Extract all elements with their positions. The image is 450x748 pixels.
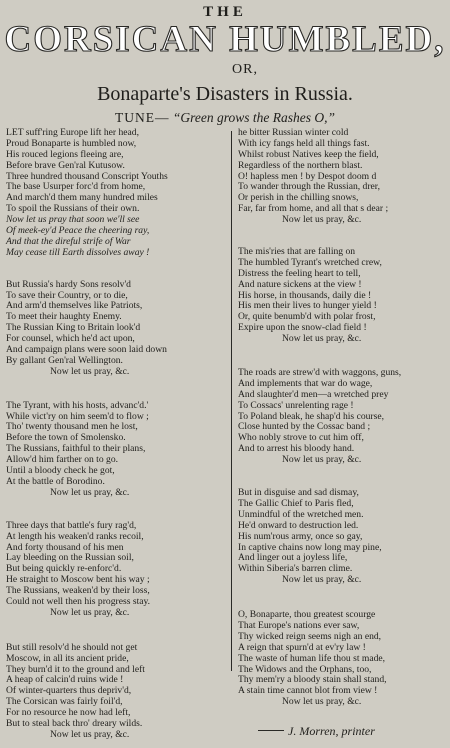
verse-line: To Cossacs' unrelenting rage ! — [238, 399, 354, 411]
verse-line: Before brave Gen'ral Kutusow. — [6, 159, 125, 171]
verse-line: Tho' twenty thousand men he lost, — [6, 421, 138, 433]
main-title: CORSICAN HUMBLED, — [4, 19, 446, 60]
verse-line: Three days that battle's fury rag'd, — [6, 519, 137, 531]
verse-line: The Russian King to Britain look'd — [6, 322, 141, 334]
verse-line: For no resource he now had left, — [6, 707, 131, 719]
stanza-gap — [6, 378, 228, 401]
verse-line: Thy mem'ry a bloody stain shall stand, — [238, 674, 387, 686]
verse-line: But being quickly re-enforc'd. — [6, 563, 122, 575]
stanza — [238, 610, 450, 708]
verse-line: And to arrest his bloody hand. — [238, 443, 355, 455]
verse-line: Thy wicked reign seems nigh an end, — [238, 630, 382, 642]
verse-line: By gallant Gen'ral Wellington. — [6, 354, 123, 366]
stanza — [238, 488, 450, 586]
title-prefix: THE — [203, 4, 247, 20]
verse-line: Close hunted by the Cossac band ; — [238, 421, 371, 433]
verse-line: His men their lives to hunger yield ! — [238, 300, 377, 312]
verse-line: But to steal back thro' dreary wilds. — [6, 717, 143, 729]
verse-line: To Poland bleak, he shap'd his course, — [238, 410, 384, 422]
stanza-gap — [238, 345, 450, 368]
stanza — [238, 128, 450, 226]
chorus-line: Now let us pray, &c. — [282, 696, 362, 708]
chorus-line: Now let us pray, &c. — [50, 365, 130, 377]
verse-line: And linger out a joyless life, — [238, 552, 348, 564]
verse-line: Of winter-quarters thus depriv'd, — [6, 685, 132, 697]
verse-line: To wander through the Russian, drer, — [238, 181, 381, 193]
right-column — [238, 128, 450, 708]
verse-line: The base Usurper forc'd from home, — [6, 181, 146, 193]
chorus-line: Now let us pray, &c. — [282, 333, 362, 345]
verse-line: Of meek-ey'd Peace the cheering ray, — [6, 225, 150, 237]
tune-label: TUNE— — [114, 110, 170, 125]
verse-line: Now let us pray that soon we'll see — [6, 214, 140, 226]
verse-line: Until a bloody check he got, — [6, 465, 115, 477]
title-or: OR, — [232, 62, 258, 77]
verse-line: Three hundred thousand Conscript Youths — [6, 170, 168, 182]
verse-line: His num'rous army, once so gay, — [238, 530, 363, 542]
verse-line: To save their Country, or to die, — [6, 289, 128, 301]
stanza — [238, 247, 450, 345]
verse-line: That Europe's nations ever saw, — [238, 619, 360, 631]
verse-line: Far, far from home, and all that s dear ; — [238, 203, 389, 215]
verse-line: Within Siberia's barren clime. — [238, 563, 353, 575]
printer-rule — [258, 730, 284, 731]
verse-line: The Tyrant, with his hosts, advanc'd.' — [6, 399, 149, 411]
verse-line: And that the direful strife of War — [6, 235, 131, 247]
chorus-line: Now let us pray, &c. — [282, 454, 362, 466]
stanza-gap — [6, 619, 228, 643]
verse-line: At the battle of Borodino. — [6, 475, 105, 487]
verse-line: Whilst robust Natives keep the field, — [238, 148, 379, 160]
subtitle: Bonaparte's Disasters in Russia. — [97, 83, 353, 105]
verse-line: His horse, in thousands, daily die ! — [238, 289, 372, 301]
verse-line: Before the town of Smolensko. — [6, 432, 126, 444]
verse-line: Or, quite benumb'd with polar frost, — [238, 311, 376, 323]
stanza — [6, 401, 228, 499]
verse-line: To spoil the Russians of their own. — [6, 203, 140, 215]
column-divider — [231, 131, 232, 671]
stanza — [6, 128, 228, 259]
verse-line: The roads are strew'd with waggons, guns, — [238, 367, 402, 379]
verse-line: A heap of calcin'd ruins wide ! — [6, 674, 124, 686]
verse-line: The mis'ries that are falling on — [238, 246, 356, 258]
verse-line: And march'd them many hundred miles — [6, 192, 158, 204]
verse-line: Lay bleeding on the Russian soil, — [6, 552, 134, 564]
verse-line: And forty thousand of his men — [6, 541, 124, 553]
verse-line: A reign that spurn'd at ev'ry law ! — [238, 641, 366, 653]
verse-line: In captive chains now long may pine, — [238, 541, 382, 553]
verse-line: Proud Bonaparte is humbled now, — [6, 137, 137, 149]
verse-line: And arm'd themselves like Patriots, — [6, 300, 143, 312]
verse-line: Distress the feeling heart to tell, — [238, 267, 361, 279]
verse-line: And campaign plans were soon laid down — [6, 344, 167, 356]
chorus-line: Now let us pray, &c. — [282, 214, 362, 226]
verse-line: And implements that war do wage, — [238, 377, 373, 389]
verse-line: His rouced legions fleeing are, — [6, 148, 124, 160]
left-column — [6, 128, 228, 741]
verse-line: Allow'd him farther on to go. — [6, 454, 119, 466]
chorus-line: Now let us pray, &c. — [50, 606, 130, 618]
verse-line: The humbled Tyrant's wretched crew, — [238, 256, 382, 268]
verse-line: Expire upon the snow-clad field ! — [238, 322, 367, 334]
verse-line: At length his weaken'd ranks recoil, — [6, 530, 144, 542]
verse-line: LET suff'ring Europe lift her head, — [6, 127, 139, 138]
verse-line: While vict'ry on him seem'd to flow ; — [6, 410, 149, 422]
stanza-gap — [6, 499, 228, 521]
verse-line: Unmindful of the wretched men. — [238, 508, 364, 520]
verse-line: he bitter Russian winter cold — [238, 127, 349, 138]
tune-name: “Green grows the Rashes O,” — [172, 110, 335, 125]
stanza-gap — [238, 586, 450, 610]
verse-line: The waste of human life thou st made, — [238, 652, 386, 664]
stanza — [6, 521, 228, 619]
stanza-gap — [6, 259, 228, 280]
verse-line: O, Bonaparte, thou greatest scourge — [238, 609, 376, 621]
verse-line: Could not well then his progress stay. — [6, 595, 151, 607]
printer-imprint: J. Morren, printer — [288, 724, 375, 738]
verse-line: But Russia's hardy Sons resolv'd — [6, 278, 131, 290]
verse-line: Regardless of the northern blast. — [238, 159, 363, 171]
verse-line: The Corsican was fairly foil'd, — [6, 696, 123, 708]
stanza — [238, 368, 450, 466]
verse-line: The Russians, faithful to their plans, — [6, 443, 146, 455]
stanza — [6, 643, 228, 741]
verse-line: The Gallic Chief to Paris fled, — [238, 497, 354, 509]
verse-line: Who nobly strove to cut him off, — [238, 432, 364, 444]
verse-line: May cease till Earth dissolves away ! — [6, 246, 150, 258]
stanza-gap — [238, 226, 450, 247]
stanza — [6, 280, 228, 378]
verse-line: The Widows and the Orphans, too, — [238, 663, 372, 675]
chorus-line: Now let us pray, &c. — [282, 574, 362, 586]
verse-line: And slaughter'd men—a wretched prey — [238, 388, 389, 400]
verse-line: To meet their haughty Enemy. — [6, 311, 122, 323]
verse-line: Moscow, in all its ancient pride, — [6, 652, 129, 664]
verse-line: For counsel, which he'd act upon, — [6, 333, 135, 345]
tune-line — [0, 110, 450, 126]
verse-line: They burn'd it to the ground and left — [6, 663, 145, 675]
verse-line: But still resolv'd he should not get — [6, 641, 138, 653]
verse-line: But in disguise and sad dismay, — [238, 487, 359, 499]
chorus-line: Now let us pray, &c. — [50, 728, 130, 740]
verse-line: The Russians, weaken'd by their loss, — [6, 585, 150, 597]
verse-line: With icy fangs held all things fast. — [238, 137, 370, 149]
verse-line: Or perish in the chilling snows, — [238, 192, 359, 204]
chorus-line: Now let us pray, &c. — [50, 486, 130, 498]
verse-line: He'd onward to destruction led. — [238, 519, 359, 531]
verse-line: And nature sickens at the view ! — [238, 278, 362, 290]
stanza-gap — [238, 466, 450, 488]
verse-line: A stain time cannot blot from view ! — [238, 685, 378, 697]
verse-line: O! hapless men ! by Despot doom d — [238, 170, 377, 182]
verse-line: He straight to Moscow bent his way ; — [6, 574, 150, 586]
